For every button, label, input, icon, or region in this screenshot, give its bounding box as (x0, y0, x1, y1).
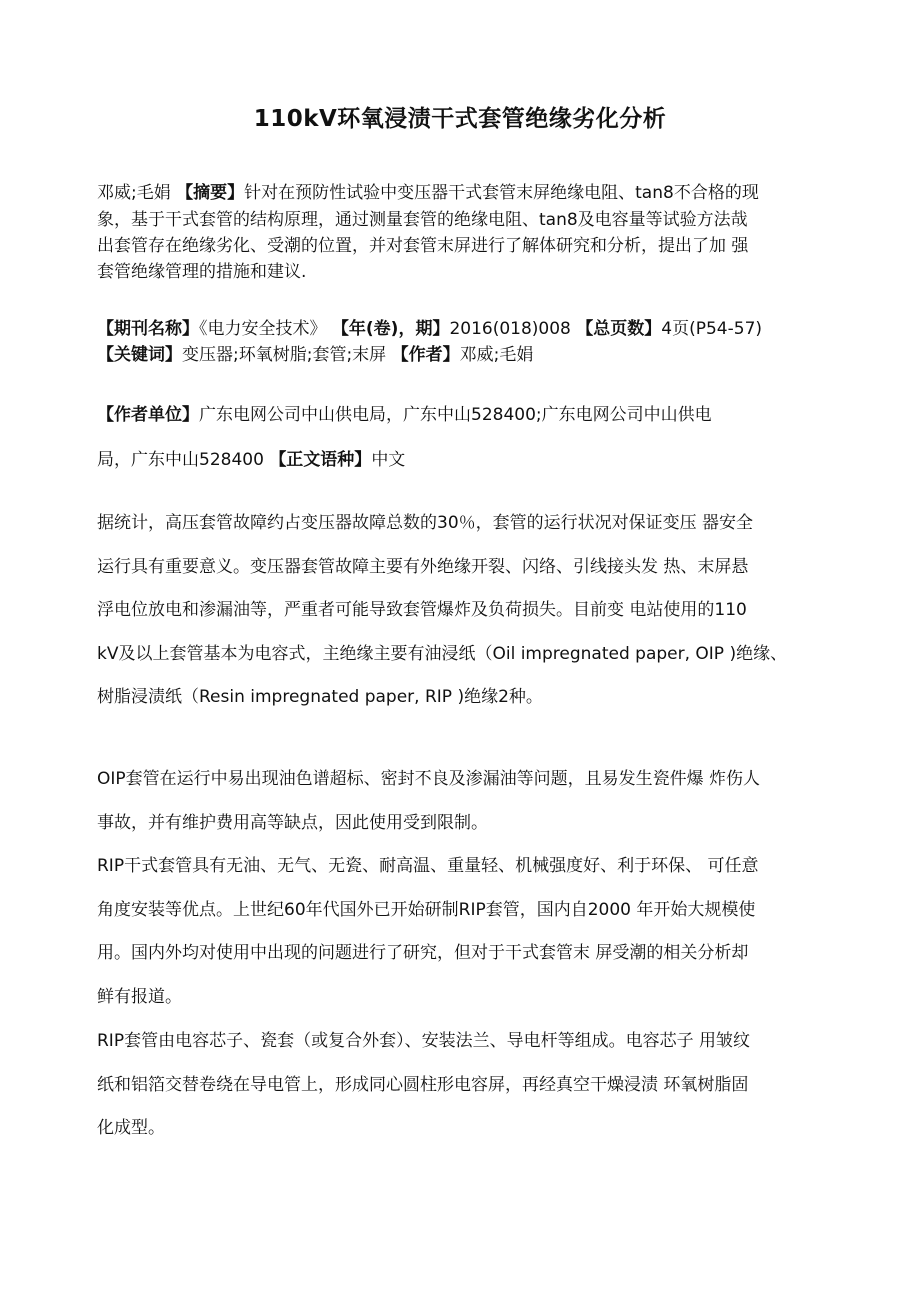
pages-value: 4页(P54-57) (661, 319, 763, 339)
meta-line-4 (97, 447, 405, 473)
paragraph-line: 纸和铝箔交替卷绕在导电管上，形成同心圆柱形电容屏，再经真空干燥浸渍 环氧树脂固 (97, 1074, 749, 1095)
abstract-line-1 (97, 180, 759, 206)
paragraph-3 (97, 845, 832, 1019)
abstract-label: 【摘要】 (176, 183, 245, 203)
paragraph-line: RIP套管由电容芯子、瓷套（或复合外套）、安装法兰、导电杆等组成。电容芯子 用皱纹 (97, 1031, 750, 1051)
meta-line-3 (97, 402, 712, 428)
author-label: 【作者】 (391, 345, 460, 365)
language-value: 中文 (371, 450, 406, 470)
year-label: 【年(卷)，期】 (331, 319, 450, 339)
abstract-line-3: 出套管存在绝缘劣化、受潮的位置，并对套管末屏进行了解体研究和分析，提出了加 强 (97, 236, 749, 256)
keywords-value: 变压器;环氧树脂;套管;末屏 (182, 345, 392, 365)
journal-value: 《电力安全技术》 (199, 319, 332, 339)
abstract-line-4: 套管绝缘管理的措施和建议. (97, 262, 307, 282)
paragraph-line: 角度安装等优点。上世纪60年代国外已开始研制RIP套管，国内自2000 年开始大规模使 (97, 899, 756, 920)
abstract-text-1: 针对在预防性试验中变压器干式套管末屏绝缘电阻、tan8不合格的现 (244, 183, 759, 203)
unit-value-1: 广东电网公司中山供电局，广东中山528400;广东电网公司中山供电 (199, 405, 712, 425)
paragraph-line: 据统计，高压套管故障约占变压器故障总数的30％，套管的运行状况对保证变压 器安全 (97, 513, 754, 533)
paragraph-line: 鲜有报道。 (97, 986, 182, 1007)
paragraph-line: 化成型。 (97, 1118, 165, 1138)
meta-line-1 (97, 316, 762, 342)
paragraph-line: kV及以上套管基本为电容式，主绝缘主要有油浸纸（Oil impregnated paper, OIP )绝缘、 (97, 643, 788, 664)
paragraph-line: 浮电位放电和渗漏油等，严重者可能导致套管爆炸及负荷损失。目前变 电站使用的110 (97, 600, 747, 620)
paragraph-line: 事故，并有维护费用高等缺点，因此使用受到限制。 (97, 813, 488, 833)
authors: 邓威;毛娟 (97, 183, 177, 203)
paragraph-line: 运行具有重要意义。变压器套管故障主要有外绝缘开裂、闪络、引线接头发 热、末屏悬 (97, 556, 749, 577)
journal-label: 【期刊名称】 (97, 319, 199, 339)
paragraph-line: 树脂浸渍纸（Resin impregnated paper, RIP )绝缘2种。 (97, 687, 543, 707)
abstract-line-2: 象，基于干式套管的结构原理，通过测量套管的绝缘电阻、tan8及电容量等试验方法哉 (97, 210, 748, 230)
paragraph-line: 用。国内外均对使用中出现的问题进行了研究，但对于干式套管末 屏受潮的相关分析却 (97, 943, 749, 963)
paper-title: 110kV环氧浸渍干式套管绝缘劣化分析 (253, 106, 667, 132)
pages-label: 【总页数】 (576, 319, 662, 339)
paragraph-1 (97, 502, 832, 720)
unit-label: 【作者单位】 (97, 405, 199, 425)
paragraph-2 (97, 757, 832, 845)
keywords-label: 【关键词】 (97, 345, 182, 365)
paragraph-line: RIP干式套管具有无油、无气、无瓷、耐高温、重量轻、机械强度好、利于环保、 可任意 (97, 856, 759, 876)
language-label: 【正文语种】 (269, 450, 372, 470)
year-value: 2016(018)008 (449, 319, 577, 339)
meta-line-2 (97, 342, 533, 368)
author-value: 邓威;毛娟 (459, 345, 534, 365)
unit-value-2: 局，广东中山528400 (97, 450, 270, 470)
paragraph-line: OIP套管在运行中易出现油色谱超标、密封不良及渗漏油等问题，且易发生瓷件爆 炸伤人 (97, 769, 761, 789)
paragraph-4 (97, 1020, 832, 1151)
